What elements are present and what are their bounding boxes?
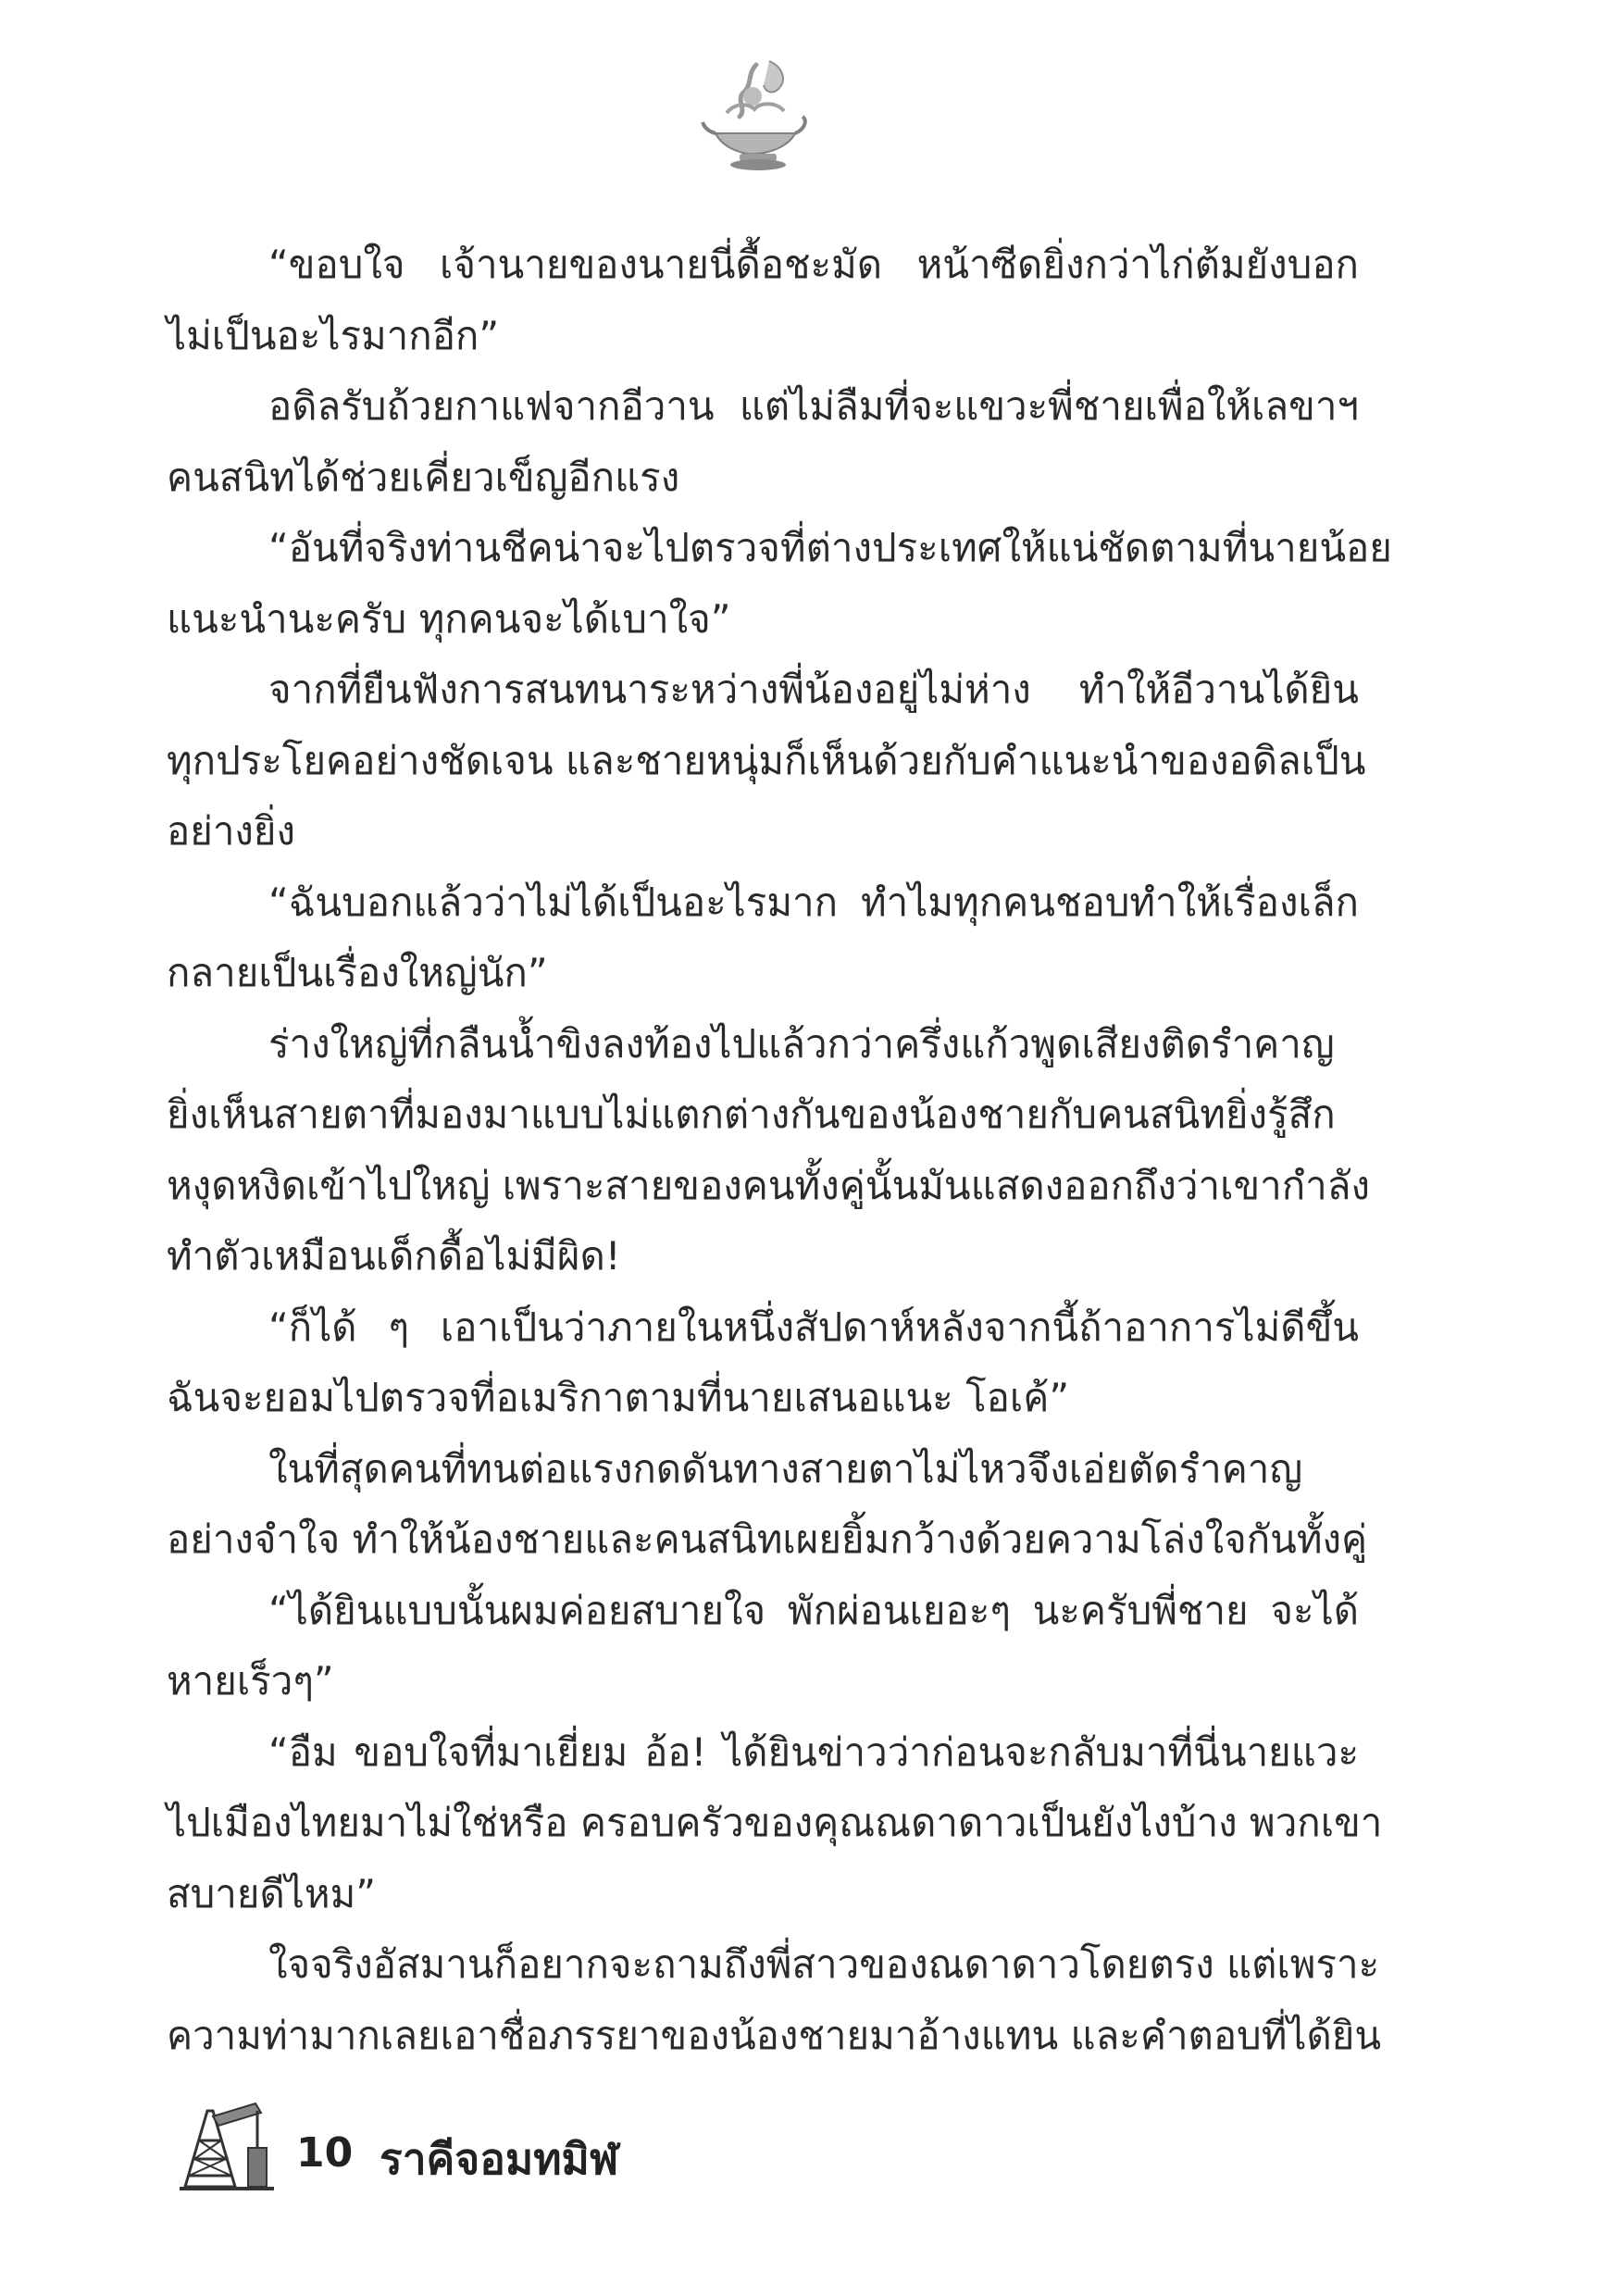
text-line: ทำตัวเหมือนเด็กดื้อไม่มีผิด! (167, 1233, 621, 1279)
text-line: ยิ่งเห็นสายตาที่มองมาแบบไม่แตกต่างกันของน้องชายกับคนสนิทยิ่งรู้สึก (167, 1092, 1336, 1137)
text-line: สบายดีไหม” (167, 1870, 377, 1916)
page-footer (176, 2094, 916, 2205)
text-line: ความท่ามากเลยเอาชื่อภรรยาของน้องชายมาอ้างแทน และคำตอบที่ได้ยิน (167, 2012, 1382, 2058)
page-number: 10 (296, 2129, 354, 2177)
text-line: ในที่สุดคนที่ทนต่อแรงกดดันทางสายตาไม่ไหวจึงเอ่ยตัดรำคาญ (268, 1445, 1303, 1491)
text-line: “ก็ได้ ๆ เอาเป็นว่าภายในหนึ่งสัปดาห์หลังจากนี้ถ้าอาการไม่ดีขึ้น (268, 1304, 1359, 1350)
text-line: อย่างยิ่ง (167, 808, 296, 854)
text-line: อดิลรับถ้วยกาแฟจากอีวาน แต่ไม่ลืมที่จะแขวะพี่ชายเพื่อให้เลขาฯ (268, 383, 1359, 429)
text-line: คนสนิทได้ช่วยเคี่ยวเข็ญอีกแรง (167, 454, 680, 500)
text-line: “อันที่จริงท่านชีคน่าจะไปตรวจที่ต่างประเทศให้แน่ชัดตามที่นายน้อย (268, 525, 1392, 570)
text-line: หายเร็วๆ” (167, 1658, 334, 1703)
text-line: ร่างใหญ่ที่กลืนน้ำขิงลงท้องไปแล้วกว่าครึ่งแก้วพูดเสียงติดรำคาญ (268, 1020, 1335, 1067)
genie-lamp-icon (699, 56, 810, 176)
text-line: ฉันจะยอมไปตรวจที่อเมริกาตามที่นายเสนอแนะ โอเค้” (167, 1375, 1070, 1420)
text-line: “ได้ยินแบบนั้นผมค่อยสบายใจ พักผ่อนเยอะๆ นะครับพี่ชาย จะได้ (268, 1587, 1359, 1633)
text-line: อย่างจำใจ ทำให้น้องชายและคนสนิทเผยยิ้มกว้างด้วยความโล่งใจกันทั้งคู่ (167, 1516, 1368, 1562)
text-line: จากที่ยืนฟังการสนทนาระหว่างพี่น้องอยู่ไม่ห่าง ทำให้อีวานได้ยิน (268, 667, 1359, 712)
text-line: “ขอบใจ เจ้านายของนายนี่ดื้อชะมัด หน้าซีดยิ่งกว่าไก่ต้มยังบอก (268, 242, 1359, 287)
body-text (167, 230, 1392, 2071)
text-line: หงุดหงิดเข้าไปใหญ่ เพราะสายของคนทั้งคู่นั้นมันแสดงออกถึงว่าเขากำลัง (167, 1162, 1371, 1208)
text-line: แนะนำนะครับ ทุกคนจะได้เบาใจ” (167, 595, 731, 642)
text-line: ไม่เป็นอะไรมากอีก” (167, 312, 500, 358)
text-line: “ฉันบอกแล้วว่าไม่ได้เป็นอะไรมาก ทำไมทุกคนชอบทำให้เรื่องเล็ก (268, 879, 1359, 925)
text-line: กลายเป็นเรื่องใหญ่นัก” (167, 950, 548, 995)
text-line: ทุกประโยคอย่างชัดเจน และชายหนุ่มก็เห็นด้วยกับคำแนะนำของอดิลเป็น (167, 737, 1366, 783)
book-title: ราคีจอมทมิฬ (380, 2134, 619, 2184)
oil-rig-icon (176, 2094, 278, 2196)
text-line: ไปเมืองไทยมาไม่ใช่หรือ ครอบครัวของคุณณดาดาวเป็นยังไงบ้าง พวกเขา (167, 1800, 1383, 1845)
text-line: “อืม ขอบใจที่มาเยี่ยม อ้อ! ได้ยินข่าวว่าก่อนจะกลับมาที่นี่นายแวะ (268, 1728, 1359, 1775)
text-line: ใจจริงอัสมานก็อยากจะถามถึงพี่สาวของณดาดาวโดยตรง แต่เพราะ (268, 1941, 1380, 1987)
